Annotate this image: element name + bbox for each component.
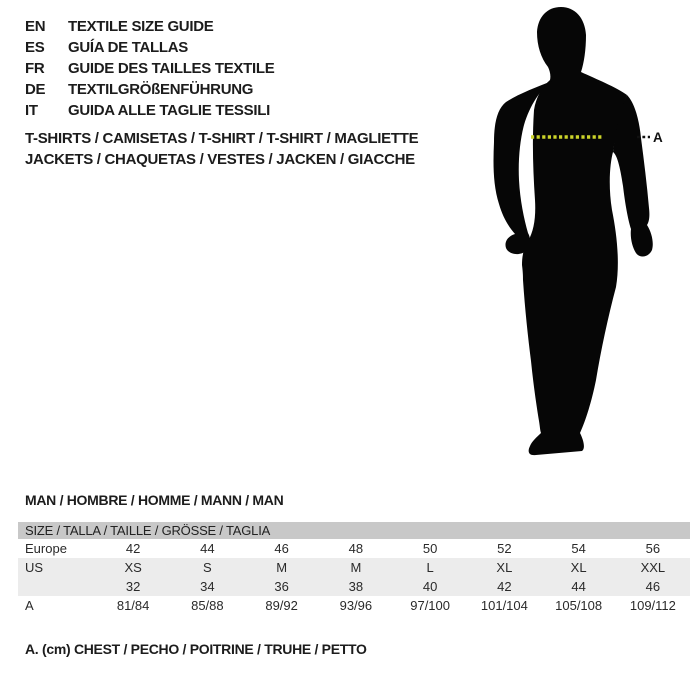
size-cell: 56 bbox=[645, 541, 661, 556]
size-cell: 48 bbox=[348, 541, 364, 556]
figure-area bbox=[490, 5, 666, 465]
size-row-label: US bbox=[25, 560, 44, 575]
size-table-row bbox=[18, 577, 690, 596]
category-jackets: JACKETS / CHAQUETAS / VESTES / JACKEN / GIACCHE bbox=[25, 151, 415, 168]
size-cell: 38 bbox=[348, 579, 364, 594]
size-cell: 109/112 bbox=[629, 598, 676, 613]
language-code: FR bbox=[25, 60, 45, 77]
language-code: ES bbox=[25, 39, 45, 56]
size-cell: 81/84 bbox=[116, 598, 150, 613]
language-row bbox=[25, 58, 274, 79]
size-cell: 44 bbox=[200, 541, 215, 556]
size-cell: S bbox=[203, 560, 212, 575]
size-cell: 93/96 bbox=[339, 598, 373, 613]
size-cell: 42 bbox=[125, 541, 141, 556]
size-cell: M bbox=[276, 560, 288, 575]
man-silhouette bbox=[490, 5, 666, 465]
size-cell: 101/104 bbox=[480, 598, 528, 613]
size-cell: 42 bbox=[497, 579, 512, 594]
silhouette-right-arm bbox=[613, 95, 653, 257]
size-row-label: A bbox=[25, 598, 34, 613]
size-cell: 40 bbox=[422, 579, 438, 594]
language-code: DE bbox=[25, 81, 46, 98]
size-cell: 46 bbox=[274, 541, 289, 556]
size-table-body bbox=[18, 539, 690, 615]
category-tshirts: T-SHIRTS / CAMISETAS / T-SHIRT / T-SHIRT / MAGLIETTE bbox=[25, 130, 419, 147]
language-row bbox=[25, 100, 274, 121]
size-cell: XXL bbox=[640, 560, 666, 575]
size-cell: 97/100 bbox=[410, 598, 450, 613]
size-row-label: Europe bbox=[25, 541, 67, 556]
size-cell: 54 bbox=[571, 541, 586, 556]
size-cell: 50 bbox=[422, 541, 438, 556]
size-cell: 85/88 bbox=[191, 598, 224, 613]
language-label: TEXTILE SIZE GUIDE bbox=[68, 18, 214, 35]
language-label: TEXTILGRÖßENFÜHRUNG bbox=[68, 81, 254, 98]
size-cell: XL bbox=[570, 560, 587, 575]
size-cell: 36 bbox=[274, 579, 289, 594]
language-code: EN bbox=[25, 18, 46, 35]
size-table-row bbox=[18, 596, 690, 615]
size-cell: 34 bbox=[200, 579, 215, 594]
size-cell: XS bbox=[124, 560, 142, 575]
language-code: IT bbox=[25, 102, 38, 119]
size-cell: XL bbox=[496, 560, 513, 575]
language-row bbox=[25, 79, 274, 100]
size-table bbox=[18, 522, 690, 615]
silhouette-body bbox=[522, 7, 627, 455]
size-cell: 46 bbox=[645, 579, 661, 594]
language-list bbox=[25, 16, 274, 121]
language-row bbox=[25, 37, 274, 58]
size-cell: 89/92 bbox=[265, 598, 298, 613]
language-label: GUIDE DES TAILLES TEXTILE bbox=[68, 60, 275, 77]
size-cell: 44 bbox=[571, 579, 586, 594]
category-block bbox=[25, 128, 418, 170]
language-label: GUÍA DE TALLAS bbox=[68, 39, 188, 56]
language-row bbox=[25, 16, 274, 37]
size-table-header: SIZE / TALLA / TAILLE / GRÖSSE / TAGLIA bbox=[18, 522, 690, 539]
size-cell: 32 bbox=[125, 579, 141, 594]
size-cell: M bbox=[350, 560, 362, 575]
size-cell: 52 bbox=[497, 541, 512, 556]
size-table-row bbox=[18, 539, 690, 558]
section-title-man: MAN / HOMBRE / HOMME / MANN / MAN bbox=[25, 492, 284, 508]
size-cell: L bbox=[426, 560, 434, 575]
size-table-row bbox=[18, 558, 690, 577]
measure-label-a: A bbox=[653, 130, 663, 145]
footnote-chest: A. (cm) CHEST / PECHO / POITRINE / TRUHE / PETTO bbox=[25, 641, 367, 657]
size-cell: 105/108 bbox=[555, 598, 603, 613]
language-label: GUIDA ALLE TAGLIE TESSILI bbox=[68, 102, 270, 119]
